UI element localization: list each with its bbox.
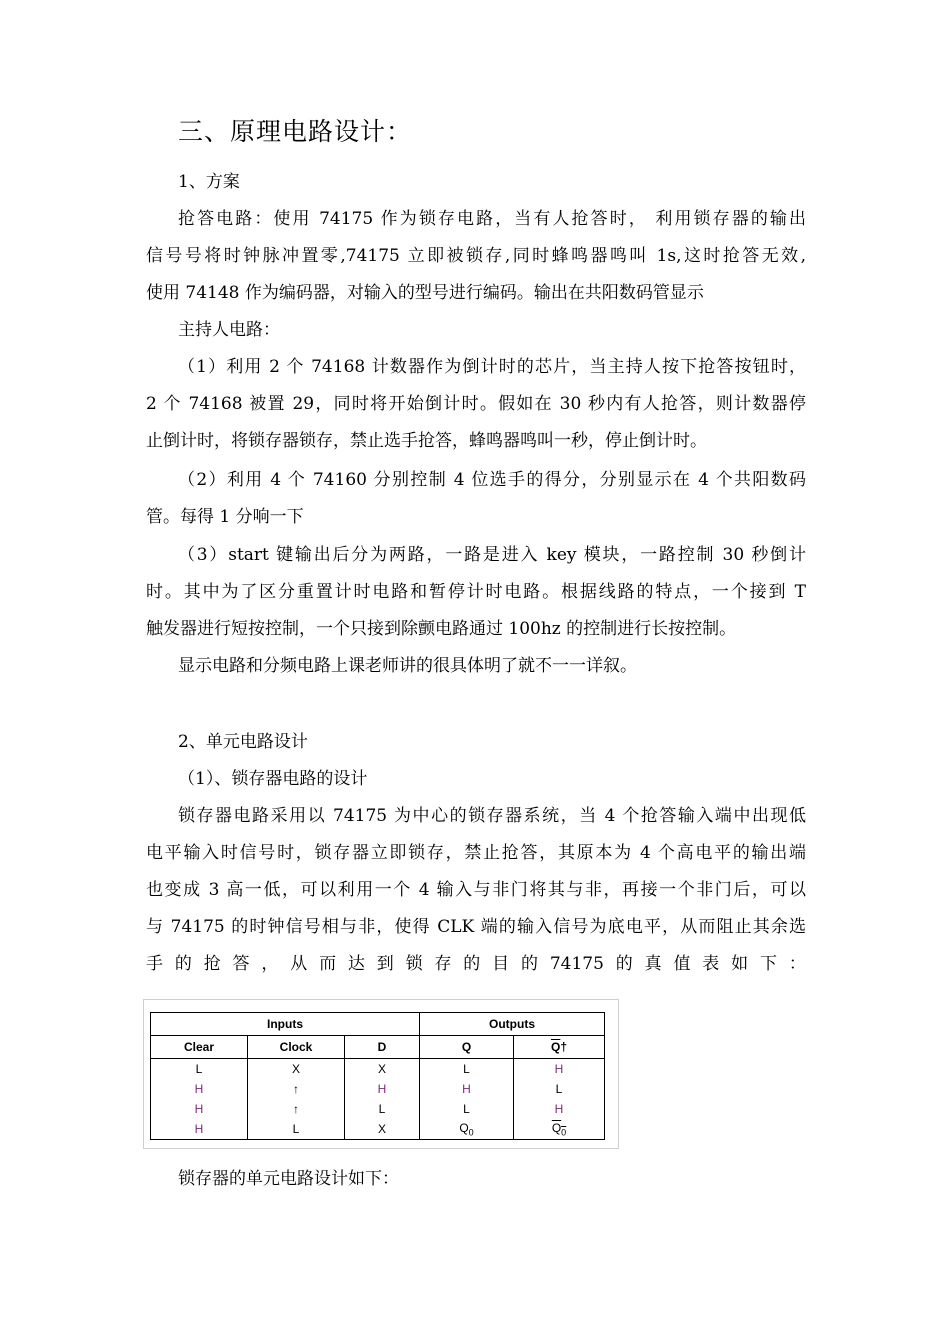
q-cell-subscript: 0 (468, 1127, 474, 1138)
truth-table-figure (143, 999, 619, 1149)
truth-table (150, 1012, 605, 1140)
spread-word: 到 (376, 954, 394, 974)
clear-cell: H (151, 1119, 248, 1140)
paragraph-line: 锁存器电路采用以 74175 为中心的锁存器系统，当 4 个抢答输入端中出现低 (178, 806, 806, 826)
clear-cell: H (151, 1079, 248, 1099)
table-row (151, 1099, 605, 1119)
paragraph-line: 2 个 74168 被置 29，同时将开始倒计时。假如在 30 秒内有人抢答，则计数器停 (146, 394, 806, 414)
clear-cell: L (151, 1059, 248, 1080)
clock-cell: ↑ (248, 1099, 345, 1119)
qbar-cell-value (551, 1120, 567, 1138)
paragraph-line: 触发器进行短按控制，一个只接到除颤电路通过 100hz 的控制进行长按控制。 (146, 619, 737, 639)
paragraph-line: 也变成 3 高一低，可以利用一个 4 输入与非门将其与非，再接一个非门后，可以 (146, 880, 806, 900)
d-cell: X (345, 1119, 420, 1140)
clock-cell: X (248, 1059, 345, 1080)
paragraph-line: （3）start 键输出后分为两路，一路是进入 key 模块，一路控制 30 秒倒计 (178, 545, 806, 565)
spread-word: 目 (492, 954, 510, 974)
spread-word: 值 (673, 954, 691, 974)
q-cell-value: Q (459, 1120, 469, 1135)
spread-word: 抢 (203, 954, 221, 974)
spread-word: 的 (615, 954, 633, 974)
clock-header: Clock (248, 1036, 345, 1059)
paragraph-line: 止倒计时，将锁存器锁存，禁止选手抢答，蜂鸣器鸣叫一秒，停止倒计时。 (146, 431, 707, 451)
paragraph-line: 管。每得 1 分响一下 (146, 507, 304, 527)
qbar-cell-letter: Q (551, 1120, 562, 1135)
paragraph-line: 抢答电路：使用 74175 作为锁存电路，当有人抢答时， 利用锁存器的输出 (178, 209, 806, 229)
paragraph-line: 使用 74148 作为编码器，对输入的型号进行编码。输出在共阳数码管显示 (146, 283, 704, 303)
paragraph-line: 显示电路和分频电路上课老师讲的很具体明了就不一一详叙。 (178, 656, 637, 676)
d-cell: H (345, 1079, 420, 1099)
qbar-header (514, 1036, 605, 1059)
spread-word: 的 (174, 954, 192, 974)
section-heading: 三、原理电路设计： (178, 117, 413, 146)
spread-word: 的 (463, 954, 481, 974)
table-row (151, 1079, 605, 1099)
host-circuit-title: 主持人电路： (178, 320, 280, 340)
table-row (151, 1059, 605, 1080)
qbar-cell-subscript: 0 (561, 1127, 567, 1138)
paragraph-line: （1）利用 2 个 74168 计数器作为倒计时的芯片，当主持人按下抢答按钮时， (178, 357, 806, 377)
spread-word: 达 (347, 954, 365, 974)
spread-word: 存 (434, 954, 452, 974)
table-row (151, 1119, 605, 1140)
paragraph-line: 时。其中为了区分重置计时电路和暂停计时电路。根据线路的特点，一个接到 T (146, 582, 806, 602)
spread-word: 真 (644, 954, 662, 974)
spread-word: 下 (759, 954, 777, 974)
spread-word: 如 (731, 954, 749, 974)
q-cell (420, 1119, 514, 1140)
qbar-cell: H (514, 1099, 605, 1119)
d-header: D (345, 1036, 420, 1059)
outputs-group-header: Outputs (420, 1013, 605, 1036)
q-header: Q (420, 1036, 514, 1059)
spread-word: 而 (319, 954, 337, 974)
spread-paragraph-line (146, 946, 806, 983)
spread-word: 74175 (549, 954, 604, 974)
clock-cell: ↑ (248, 1079, 345, 1099)
q-cell: L (420, 1059, 514, 1080)
section2-title: 2、单元电路设计 (178, 732, 308, 752)
spread-word: 的 (520, 954, 538, 974)
spread-word: 表 (702, 954, 720, 974)
spread-word: 锁 (405, 954, 423, 974)
paragraph-line: 与 74175 的时钟信号相与非，使得 CLK 端的输入信号为底电平，从而阻止其余选 (146, 917, 806, 937)
spread-word: ， (261, 954, 279, 974)
spread-word: 从 (290, 954, 308, 974)
qbar-cell: H (514, 1059, 605, 1080)
d-cell: L (345, 1099, 420, 1119)
clock-cell: L (248, 1119, 345, 1140)
paragraph-line: （2）利用 4 个 74160 分别控制 4 位选手的得分，分别显示在 4 个共阳数码 (178, 470, 806, 490)
qbar-cell (514, 1119, 605, 1140)
paragraph-line: 电平输入时信号时，锁存器立即锁存，禁止抢答，其原本为 4 个高电平的输出端 (146, 843, 806, 863)
inputs-group-header: Inputs (151, 1013, 420, 1036)
spread-word: 答 (232, 954, 250, 974)
qbar-header-mark: † (560, 1040, 568, 1054)
clear-header: Clear (151, 1036, 248, 1059)
section1-title: 1、方案 (178, 172, 240, 192)
clear-cell: H (151, 1099, 248, 1119)
spread-word: 手 (146, 954, 163, 974)
d-cell: X (345, 1059, 420, 1080)
q-cell: H (420, 1079, 514, 1099)
qbar-cell: L (514, 1079, 605, 1099)
paragraph-line: 信号号将时钟脉冲置零,74175 立即被锁存,同时蜂鸣器鸣叫 1s,这时抢答无效, (146, 246, 806, 266)
spread-word: ： (788, 954, 806, 974)
paragraph-line: 锁存器的单元电路设计如下： (178, 1169, 399, 1189)
subsection-title: （1）、锁存器电路的设计 (178, 769, 368, 789)
q-cell: L (420, 1099, 514, 1119)
qbar-header-label: $\overline{Q}$ (550, 1040, 561, 1054)
